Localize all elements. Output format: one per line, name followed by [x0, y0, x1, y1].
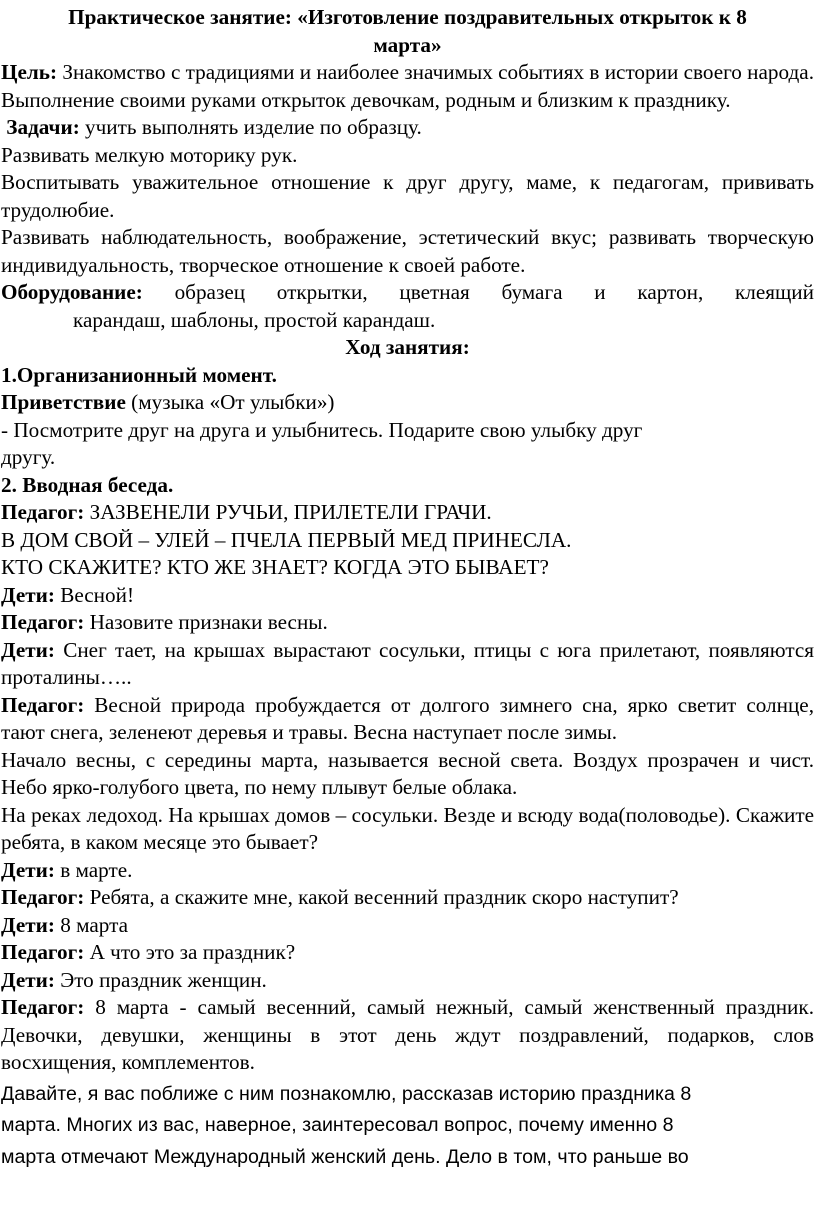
dialogue-line: [1, 884, 814, 912]
title-line-2: марта»: [373, 32, 442, 57]
greeting-label: Приветствие: [1, 390, 126, 414]
dialogue-line: [1, 582, 814, 610]
dialogue-line: [1, 747, 814, 802]
speaker-label: Педагог:: [1, 995, 85, 1019]
course-heading: Ход занятия:: [345, 335, 470, 359]
dialogue-line: [1, 527, 814, 555]
dialogue-line: [1, 939, 814, 967]
dialogue-line: [1, 912, 814, 940]
greeting-text: (музыка «От улыбки»): [125, 390, 335, 414]
dialogue-text: Начало весны, с середины марта, называется весной света. Воздух прозрачен и чист. Небо ярко-голубого цвета, по нему плывут белые облака.: [1, 747, 814, 799]
dialogue-line: [1, 967, 814, 995]
section-1-heading: 1.Организанионный момент.: [1, 362, 277, 387]
speaker-label: Дети:: [1, 967, 55, 992]
dialogue-line: [1, 554, 814, 582]
dialogue-text: А что это за праздник?: [84, 940, 296, 964]
goal-text: Знакомство с традициями и наиболее значимых событиях в истории своего народа. Выполнение своими руками открыток девочкам, родным и близким к празднику.: [1, 60, 814, 112]
tasks-label: Задачи:: [6, 115, 80, 139]
dialogue-line: [1, 637, 814, 692]
equipment-label: Оборудование:: [1, 280, 143, 304]
speaker-label: Дети:: [1, 912, 55, 937]
dialogue-text: 8 марта: [54, 912, 129, 937]
closing-line: Давайте, я вас поближе с ним познакомлю, рассказав историю праздника 8: [1, 1082, 692, 1105]
speaker-label: Дети:: [1, 582, 55, 607]
title-line-1: Практическое занятие: «Изготовление поздравительных открыток к 8: [68, 5, 747, 29]
goal-label: Цель:: [1, 60, 58, 84]
dialogue-text: Весной природа пробуждается от долгого зимнего сна, ярко светит солнце, тают снега, зеленеют деревья и травы. Весна наступает после зимы.: [1, 692, 814, 744]
dialogue-line: [1, 857, 814, 885]
tasks-first: учить выполнять изделие по образцу.: [79, 115, 422, 139]
dialogue-text: Весной!: [54, 582, 135, 607]
dialogue-line: [1, 802, 814, 857]
tasks-paragraph: [1, 114, 814, 142]
dialogue-line: [1, 994, 814, 1077]
greeting-instruction-line-2: другу.: [1, 445, 56, 469]
equipment-line-1: [1, 279, 814, 307]
speaker-label: Педагог:: [1, 500, 85, 524]
closing-paragraph: [1, 1079, 814, 1174]
task-item: Развивать мелкую моторику рук.: [1, 142, 298, 167]
speaker-label: Педагог:: [1, 885, 85, 909]
task-item: Развивать наблюдательность, воображение, эстетический вкус; развивать творческую индивидуальность, творческое отношение к своей работе.: [1, 225, 814, 277]
dialogue-text: В ДОМ СВОЙ – УЛЕЙ – ПЧЕЛА ПЕРВЫЙ МЕД ПРИНЕСЛА.: [1, 527, 572, 552]
task-item: Воспитывать уважительное отношение к друг другу, маме, к педагогам, прививать трудолюбие.: [1, 170, 814, 222]
dialogue: [1, 499, 814, 1077]
speaker-label: Педагог:: [1, 692, 85, 717]
section-2-heading: 2. Вводная беседа.: [1, 472, 174, 497]
dialogue-text: Назовите признаки весны.: [84, 610, 328, 634]
dialogue-text: в марте.: [54, 857, 133, 882]
speaker-label: Педагог:: [1, 940, 85, 964]
dialogue-text: КТО СКАЖИТЕ? КТО ЖЕ ЗНАЕТ? КОГДА ЭТО БЫВАЕТ?: [1, 555, 549, 579]
greeting-instruction-line-1: - Посмотрите друг на друга и улыбнитесь. Подарите свою улыбку друг: [1, 417, 643, 442]
dialogue-line: [1, 692, 814, 747]
speaker-label: Дети:: [1, 637, 55, 662]
dialogue-text: Снег тает, на крышах вырастают сосульки, птицы с юга прилетают, появляются проталины…..: [1, 637, 814, 689]
closing-line: марта. Многих из вас, наверное, заинтересовал вопрос, почему именно 8: [1, 1114, 674, 1136]
equipment-text-1: образец открытки, цветная бумага и картон, клеящий: [142, 280, 814, 304]
dialogue-text: На реках ледоход. На крышах домов – сосульки. Везде и всюду вода(половодье). Скажите ребята, в каком месяце это бывает?: [1, 802, 814, 854]
dialogue-line: [1, 499, 814, 527]
goal-paragraph: [1, 59, 814, 114]
dialogue-text: ЗАЗВЕНЕЛИ РУЧЬИ, ПРИЛЕТЕЛИ ГРАЧИ.: [84, 500, 492, 524]
greeting-line: [1, 389, 814, 417]
speaker-label: Педагог:: [1, 610, 85, 634]
equipment-line-2: карандаш, шаблоны, простой карандаш.: [73, 307, 436, 332]
dialogue-line: [1, 609, 814, 637]
dialogue-text: Это праздник женщин.: [54, 967, 267, 992]
speaker-label: Дети:: [1, 857, 55, 882]
closing-line: марта отмечают Международный женский день. Дело в том, что раньше во: [1, 1145, 689, 1168]
dialogue-text: Ребята, а скажите мне, какой весенний праздник скоро наступит?: [84, 885, 679, 909]
dialogue-text: 8 марта - самый весенний, самый нежный, самый женственный праздник. Девочки, девушки, женщины в этот день ждут поздравлений, подарков, слов восхищения, комплементов.: [1, 995, 814, 1074]
